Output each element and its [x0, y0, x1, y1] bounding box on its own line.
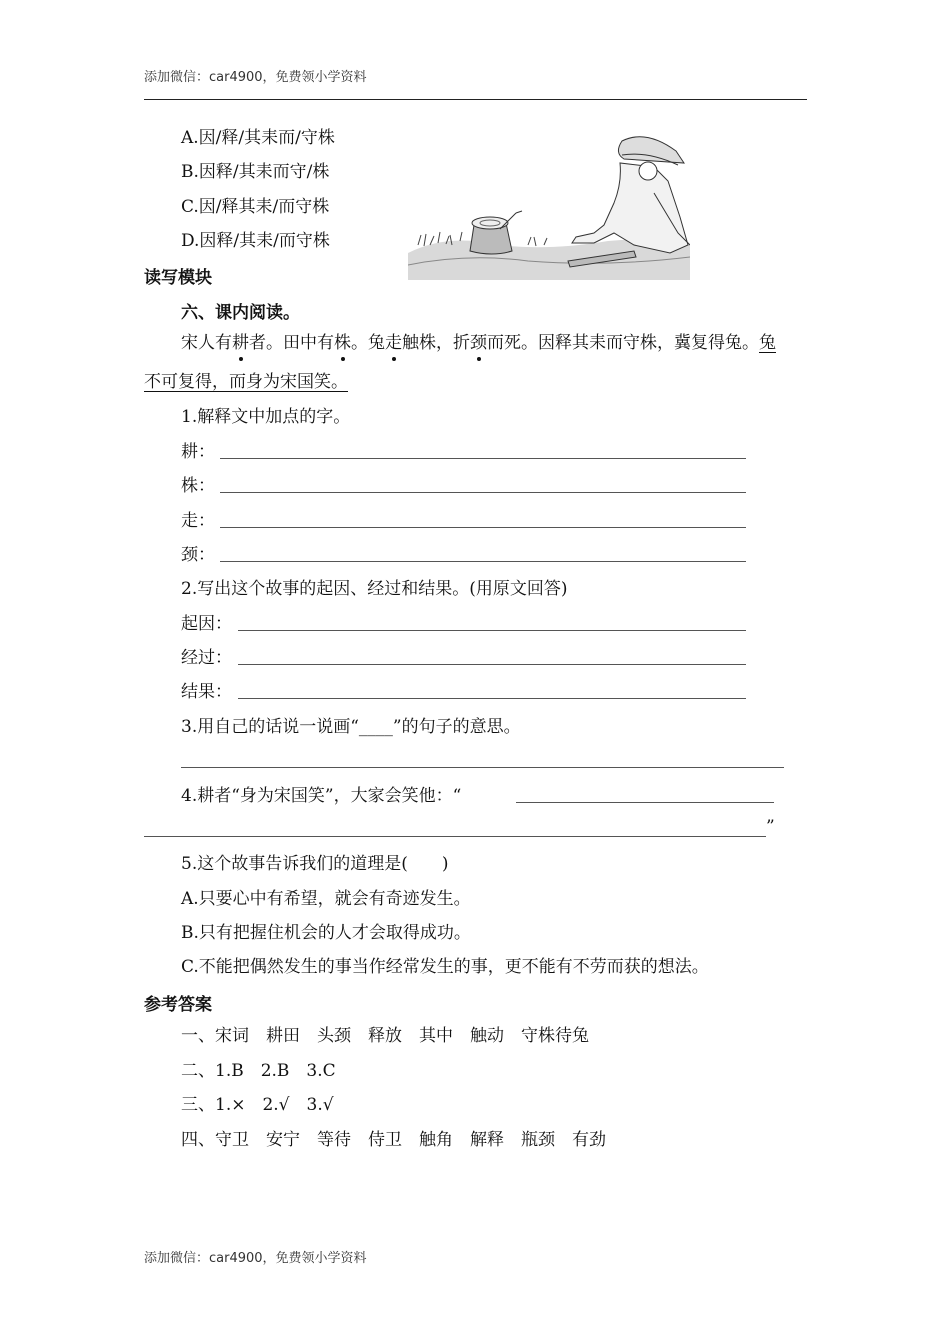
- underlined-sentence: 兔: [759, 333, 776, 353]
- option-c: C.因/释其耒/而守株: [181, 197, 330, 217]
- question-5: 5.这个故事告诉我们的道理是( ): [181, 854, 449, 874]
- answer-blank[interactable]: [220, 527, 746, 528]
- header-rule: [144, 99, 807, 100]
- q1-label-geng: 耕：: [181, 442, 215, 462]
- option-a: A.因/释/其耒而/守株: [181, 128, 335, 148]
- answer-blank[interactable]: [220, 458, 746, 459]
- answer-line-3: 三、1.× 2.√ 3.√: [181, 1095, 334, 1115]
- q5-option-a: A.只要心中有希望，就会有奇迹发生。: [181, 889, 471, 909]
- answers-title: 参考答案: [144, 995, 212, 1015]
- q5-option-b: B.只有把握住机会的人才会取得成功。: [181, 923, 471, 943]
- answer-blank[interactable]: [238, 698, 746, 699]
- answer-blank[interactable]: [238, 630, 746, 631]
- answer-line-2: 二、1.B 2.B 3.C: [181, 1061, 336, 1081]
- question-3: 3.用自己的话说一说画“____”的句子的意思。: [181, 717, 521, 737]
- q2-label-process: 经过：: [181, 648, 232, 668]
- answer-line-1: 一、宋词 耕田 头颈 释放 其中 触动 守株待兔: [181, 1026, 589, 1046]
- dotted-char: 颈: [470, 333, 487, 353]
- question-1: 1.解释文中加点的字。: [181, 407, 351, 427]
- q1-label-zou: 走：: [181, 511, 215, 531]
- passage-line-1: 宋人有耕者。田中有株。兔走触株，折颈而死。因释其耒而守株，冀复得兔。兔: [181, 333, 776, 353]
- dotted-char: 株: [334, 333, 351, 353]
- question-4: 4.耕者“身为宋国笑”，大家会笑他：“: [181, 786, 462, 806]
- q2-label-result: 结果：: [181, 682, 232, 702]
- dotted-char: 走: [385, 333, 402, 353]
- farmer-stump-illustration: [408, 133, 690, 280]
- page-header: 添加微信：car4900，免费领小学资料: [144, 70, 367, 85]
- section-title: 读写模块: [144, 268, 212, 288]
- answer-blank[interactable]: [238, 664, 746, 665]
- option-b: B.因释/其耒而守/株: [181, 162, 330, 182]
- q2-label-cause: 起因：: [181, 614, 232, 634]
- option-d: D.因释/其耒/而守株: [181, 231, 330, 251]
- question-2: 2.写出这个故事的起因、经过和结果。(用原文回答): [181, 579, 568, 599]
- q1-label-zhu: 株：: [181, 476, 215, 496]
- page-footer: 添加微信：car4900，免费领小学资料: [144, 1251, 367, 1266]
- answer-line-4: 四、守卫 安宁 等待 侍卫 触角 解释 瓶颈 有劲: [181, 1130, 606, 1150]
- answer-blank[interactable]: [516, 802, 774, 803]
- answer-blank[interactable]: [220, 561, 746, 562]
- q5-option-c: C.不能把偶然发生的事当作经常发生的事，更不能有不劳而获的想法。: [181, 957, 709, 977]
- answer-blank[interactable]: [181, 767, 784, 768]
- answer-blank[interactable]: [220, 492, 746, 493]
- dotted-char: 耕: [232, 333, 249, 353]
- passage-line-2: 不可复得，而身为宋国笑。: [144, 372, 348, 392]
- part6-heading: 六、课内阅读。: [181, 303, 300, 323]
- answer-blank[interactable]: [144, 836, 766, 837]
- closing-quote: ”: [766, 817, 775, 837]
- q1-label-jing: 颈：: [181, 545, 215, 565]
